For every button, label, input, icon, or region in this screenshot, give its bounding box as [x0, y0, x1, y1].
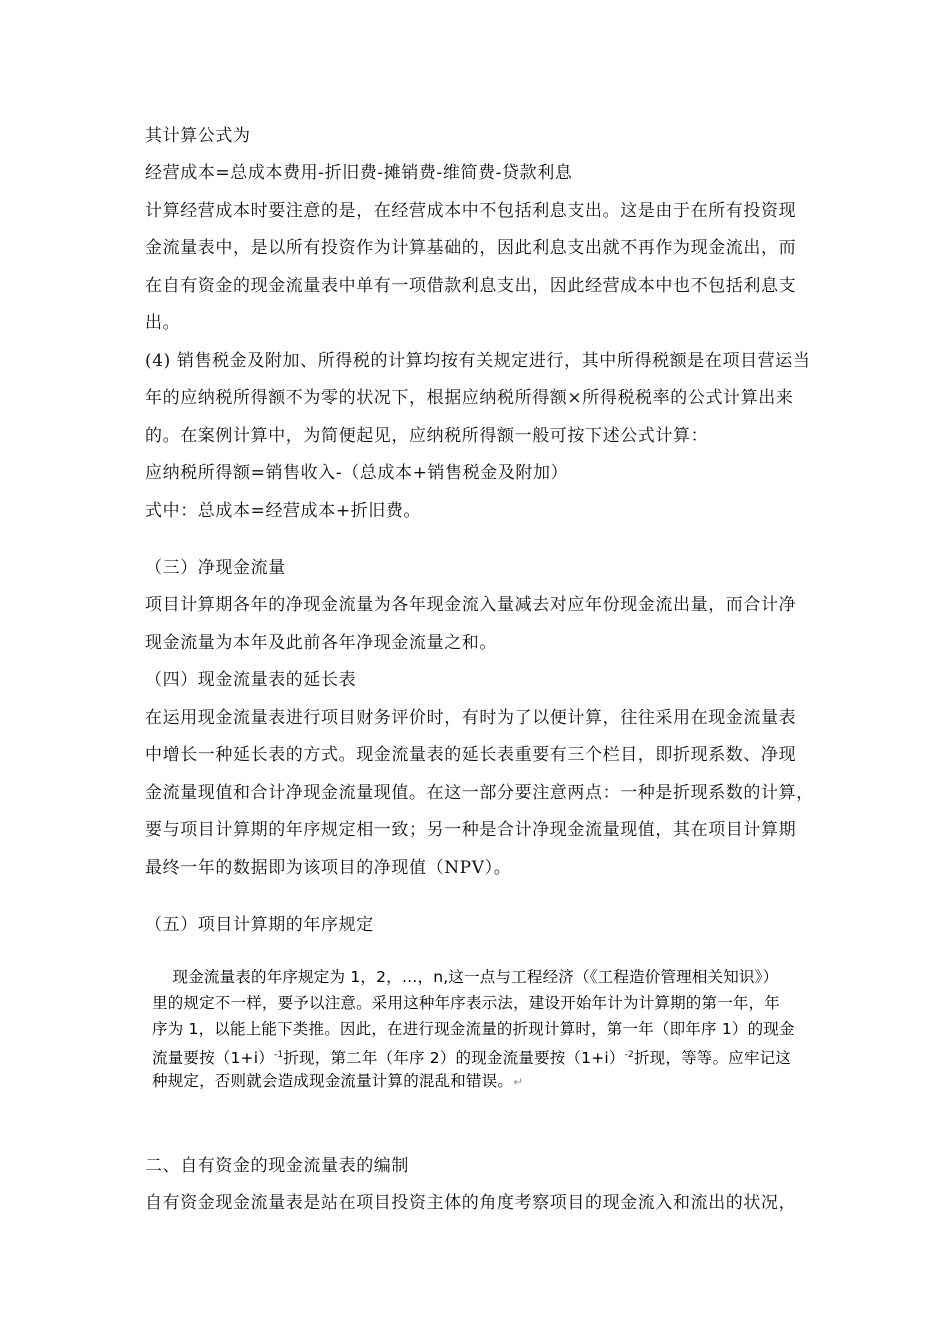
text-line: 最终一年的数据即为该项目的净现值（NPV）。 — [145, 858, 512, 878]
text-line: 出。 — [145, 313, 181, 333]
image-text-segment: 种规定，否则就会造成现金流量计算的混乱和错误。 — [152, 1072, 514, 1090]
image-text-segment: 流量要按（1+i） — [152, 1049, 274, 1067]
section-heading: （四）现金流量表的延长表 — [145, 670, 357, 690]
section-heading: 二、自有资金的现金流量表的编制 — [145, 1156, 409, 1176]
text-line: 项目计算期各年的净现金流量为各年现金流入量减去对应年份现金流出量，而合计净 — [145, 595, 797, 615]
exponent: -1 — [273, 1050, 284, 1060]
text-line: 中增长一种延长表的方式。现金流量表的延长表重要有三个栏目，即折现系数、净现 — [145, 745, 797, 765]
text-line: 其计算公式为 — [145, 126, 251, 146]
text-line: 的。在案例计算中，为简便起见，应纳税所得额一般可按下述公式计算： — [145, 426, 709, 446]
text-line: 年的应纳税所得额不为零的状况下，根据应纳税所得额×所得税税率的公式计算出来 — [145, 388, 794, 408]
text-line: 要与项目计算期的年序规定相一致；另一种是合计净现金流量现值，其在项目计算期 — [145, 820, 797, 840]
exponent: -2 — [624, 1050, 634, 1060]
text-line: 金流量现值和合计净现金流量现值。在这一部分要注意两点：一种是折现系数的计算， — [145, 783, 814, 803]
image-text-line: 序为 1，以能上能下类推。因此，在进行现金流量的折现计算时，第一年（即年序 1）的现金 — [152, 1020, 795, 1038]
section-heading: （三）净现金流量 — [145, 558, 286, 578]
formula-line: 经营成本=总成本费用-折旧费-摊销费-维简费-贷款利息 — [145, 163, 573, 183]
image-text-segment: 折现，等等。应牢记这 — [633, 1049, 791, 1067]
image-text-line — [152, 1044, 791, 1069]
formula-line: 应纳税所得额=销售收入-（总成本+销售税金及附加） — [145, 463, 569, 483]
text-line: 在运用现金流量表进行项目财务评价时，有时为了以便计算，往往采用在现金流量表 — [145, 708, 797, 728]
text-line: 金流量表中，是以所有投资作为计算基础的，因此利息支出就不再作为现金流出，而 — [145, 238, 797, 258]
text-line: 计算经营成本时要注意的是，在经营成本中不包括利息支出。这是由于在所有投资现 — [145, 201, 797, 221]
section-heading: （五）项目计算期的年序规定 — [145, 915, 374, 935]
image-text-segment: 折现，第二年（年序 2）的现金流量要按（1+i） — [283, 1049, 625, 1067]
image-text-line: 现金流量表的年序规定为 1，2，…，n,这一点与工程经济（《工程造价管理相关知识》） — [152, 968, 779, 986]
image-text-line: 里的规定不一样，要予以注意。采用这种年序表示法，建设开始年计为计算期的第一年，年 — [152, 994, 781, 1012]
paragraph-mark-icon: ↵ — [513, 1075, 524, 1089]
text-line: (4) 销售税金及附加、所得税的计算均按有关规定进行，其中所得税额是在项目营运当 — [145, 351, 811, 371]
text-line: 现金流量为本年及此前各年净现金流量之和。 — [145, 633, 497, 653]
text-line: 式中：总成本=经营成本+折旧费。 — [145, 501, 422, 521]
text-line: 在自有资金的现金流量表中单有一项借款利息支出，因此经营成本中也不包括利息支 — [145, 276, 797, 296]
text-line: 自有资金现金流量表是站在项目投资主体的角度考察项目的现金流入和流出的状况， — [145, 1193, 797, 1213]
image-text-line — [152, 1070, 523, 1093]
embedded-text-image — [152, 966, 852, 1094]
